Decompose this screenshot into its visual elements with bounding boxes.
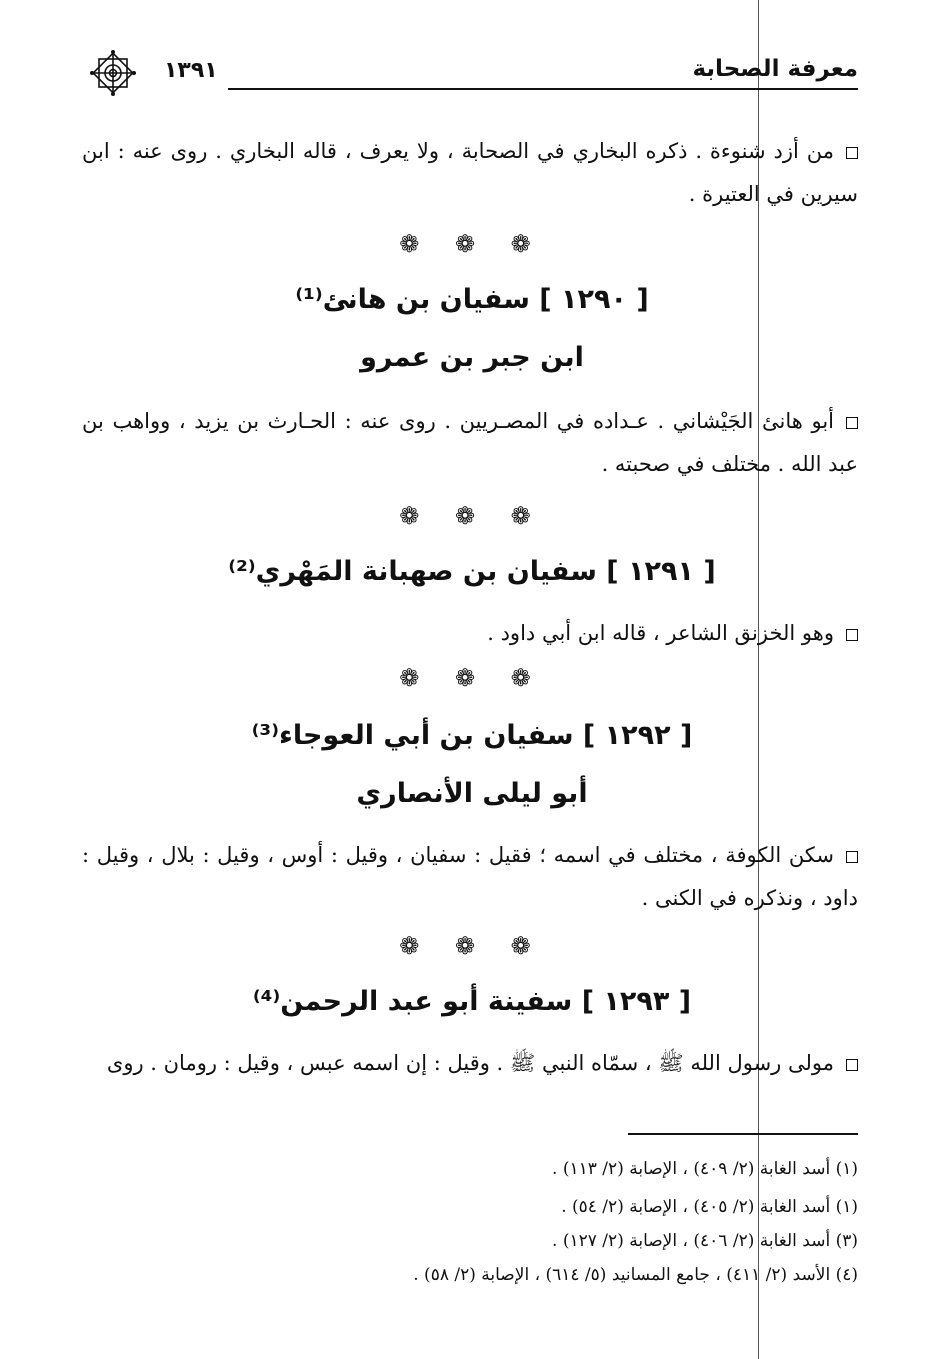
rosette-ornament-icon xyxy=(88,48,138,98)
entry-title: [ ١٢٩٣ ] سفينة أبو عبد الرحمن⁽⁴⁾ xyxy=(252,986,692,1017)
entry-text: مولى رسول الله ﷺ ، سمّاه النبي ﷺ . وقيل : إن اسمه عبس ، وقيل : رومان . روى xyxy=(106,1051,834,1075)
running-header xyxy=(88,48,858,96)
footnote: (١) أسد الغابة (٢/ ٤٠٥) ، الإصابة (٢/ ٥٤) . xyxy=(561,1197,858,1217)
page-number: ١٣٩١ xyxy=(164,58,218,83)
separator-stars: ❁ ❁ ❁ xyxy=(399,932,545,960)
entry-subtitle: أبو ليلى الأنصاري xyxy=(356,778,588,809)
entry-title: [ ١٢٩٢ ] سفيان بن أبي العوجاء⁽³⁾ xyxy=(251,720,693,751)
entry-paragraph xyxy=(82,834,858,920)
paragraph-square-icon xyxy=(846,851,858,863)
separator-stars: ❁ ❁ ❁ xyxy=(399,664,545,692)
entry-text: وهو الخزنق الشاعر ، قاله ابن أبي داود . xyxy=(487,621,834,645)
paragraph-square-icon xyxy=(846,417,858,429)
entry-text: سكن الكوفة ، مختلف في اسمه ؛ فقيل : سفيان ، وقيل : أوس ، وقيل : بلال ، وقيل : داود ، ونذكره في الكنى . xyxy=(82,843,858,910)
running-header-title: معرفة الصحابة xyxy=(692,56,858,82)
footnote: (١) أسد الغابة (٢/ ٤٠٩) ، الإصابة (٢/ ١١٣) . xyxy=(552,1159,858,1179)
entry-paragraph xyxy=(82,1042,858,1085)
footnote-rule xyxy=(628,1133,858,1135)
paragraph-square-icon xyxy=(846,629,858,641)
entry-subtitle: ابن جبر بن عمرو xyxy=(360,342,584,373)
entry-text: أبو هانئ الجَيْشاني . عـداده في المصـريين . روى عنه : الحـارث بن يزيد ، وواهب بن عبد الله . مختلف في صحبته . xyxy=(82,409,858,476)
entry-paragraph xyxy=(82,612,858,655)
entry-paragraph xyxy=(82,400,858,486)
footnote: (٤) الأسد (٢/ ٤١١) ، جامع المسانيد (٥/ ٦١٤) ، الإصابة (٢/ ٥٨) . xyxy=(413,1265,858,1285)
entry-title: [ ١٢٩١ ] سفيان بن صهبانة المَهْري⁽²⁾ xyxy=(228,556,716,587)
separator-stars: ❁ ❁ ❁ xyxy=(399,230,545,258)
entry-title: [ ١٢٩٠ ] سفيان بن هانئ⁽¹⁾ xyxy=(295,284,649,315)
intro-paragraph xyxy=(82,130,858,216)
paragraph-square-icon xyxy=(846,1059,858,1071)
footnote: (٣) أسد الغابة (٢/ ٤٠٦) ، الإصابة (٢/ ١٢٧) . xyxy=(552,1231,858,1251)
header-rule xyxy=(228,88,858,90)
separator-stars: ❁ ❁ ❁ xyxy=(399,502,545,530)
intro-text: من أزد شنوءة . ذكره البخاري في الصحابة ، ولا يعرف ، قاله البخاري . روى عنه : ابن سيرين في العتيرة . xyxy=(82,139,858,206)
paragraph-square-icon xyxy=(846,147,858,159)
